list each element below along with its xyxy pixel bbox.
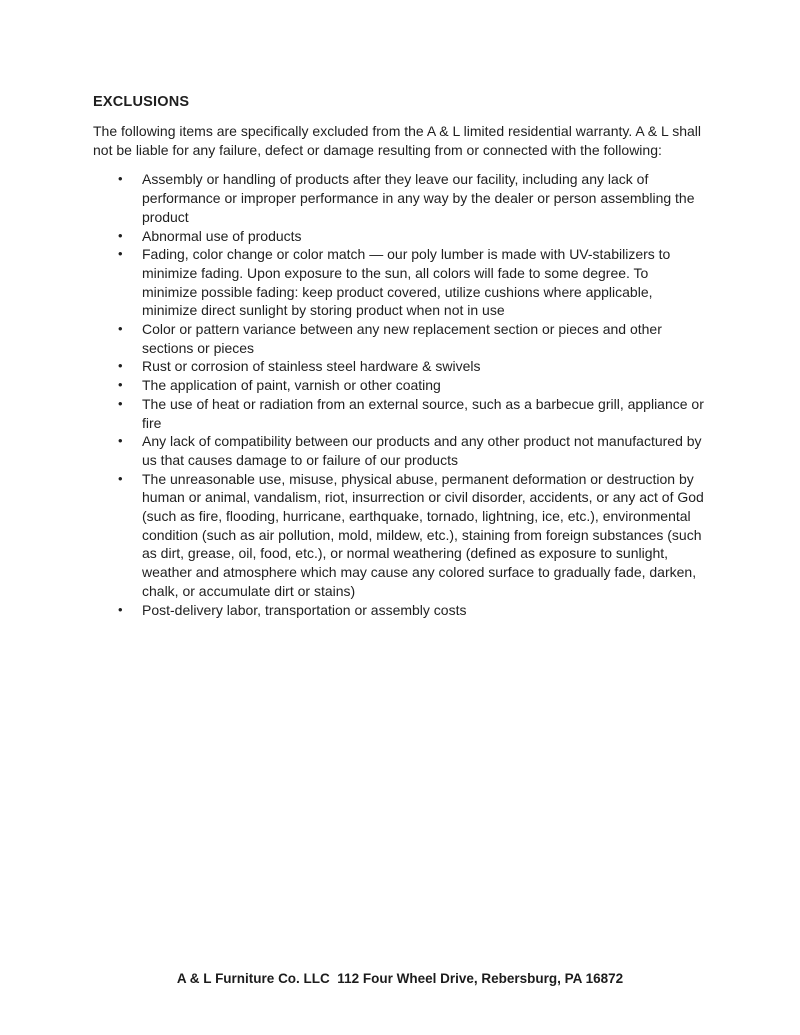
bullet-icon: • — [118, 358, 123, 374]
bullet-icon: • — [118, 227, 123, 243]
list-item — [109, 470, 705, 601]
bullet-icon: • — [118, 321, 123, 337]
bullet-icon: • — [118, 601, 123, 617]
list-item-text: Abnormal use of products — [142, 227, 302, 244]
list-item-text: Assembly or handling of products after they leave our facility, including any lack of performance or improper performance in any way by the dealer or person assembling the product — [142, 171, 695, 225]
footer-company-address: A & L Furniture Co. LLC 112 Four Wheel Drive, Rebersburg, PA 16872 — [176, 971, 624, 986]
list-item-text: Rust or corrosion of stainless steel hardware & swivels — [142, 358, 481, 375]
list-item — [109, 395, 705, 432]
list-item — [109, 320, 705, 357]
list-item-text: The application of paint, varnish or other coating — [142, 377, 441, 394]
intro-paragraph: The following items are specifically excluded from the A & L limited residential warranty. A & L shall not be liable for any failure, defect or damage resulting from or connected with the following: — [93, 123, 701, 158]
document-content — [93, 94, 708, 619]
list-item — [109, 245, 705, 320]
list-item-text: The unreasonable use, misuse, physical abuse, permanent deformation or destruction by human or animal, vandalism, riot, insurrection or civil disorder, accidents, or any act of God (such as fire, flooding, hurricane, earthquake, tornado, lightning, ice, etc.), environmental condition (such as air pollution, mold, mildew, etc.), staining from foreign substances (such as dirt, grease, oil, food, etc.), or normal weathering (defined as exposure to sunlight, weather and atmosphere which may cause any colored surface to gradually fade, darken, chalk, or accumulate dirt or stains) — [142, 470, 704, 599]
list-item — [109, 227, 705, 246]
bullet-icon: • — [118, 470, 123, 486]
list-item — [109, 376, 705, 395]
list-item — [109, 170, 705, 226]
list-item-text: The use of heat or radiation from an external source, such as a barbecue grill, appliance or fire — [142, 395, 704, 431]
page-title: EXCLUSIONS — [93, 94, 190, 110]
bullet-icon: • — [118, 171, 123, 187]
bullet-icon: • — [118, 246, 123, 262]
bullet-icon: • — [118, 433, 123, 449]
exclusions-list — [93, 170, 708, 619]
bullet-icon: • — [118, 377, 123, 393]
list-item — [109, 357, 705, 376]
list-item-text: Fading, color change or color match — our poly lumber is made with UV-stabilizers to minimize fading. Upon exposure to the sun, all colors will fade to some degree. To minimize possible fading: keep product covered, utilize cushions where applicable, minimize direct sunlight by storing product when not in use — [142, 246, 671, 319]
list-item-text: Color or pattern variance between any new replacement section or pieces and other sections or pieces — [142, 321, 662, 356]
list-item-text: Any lack of compatibility between our products and any other product not manufactured by us that causes damage to or failure of our products — [142, 433, 702, 468]
bullet-icon: • — [118, 395, 123, 411]
list-item-text: Post-delivery labor, transportation or assembly costs — [142, 601, 467, 618]
list-item — [109, 432, 705, 469]
list-item — [109, 601, 705, 620]
